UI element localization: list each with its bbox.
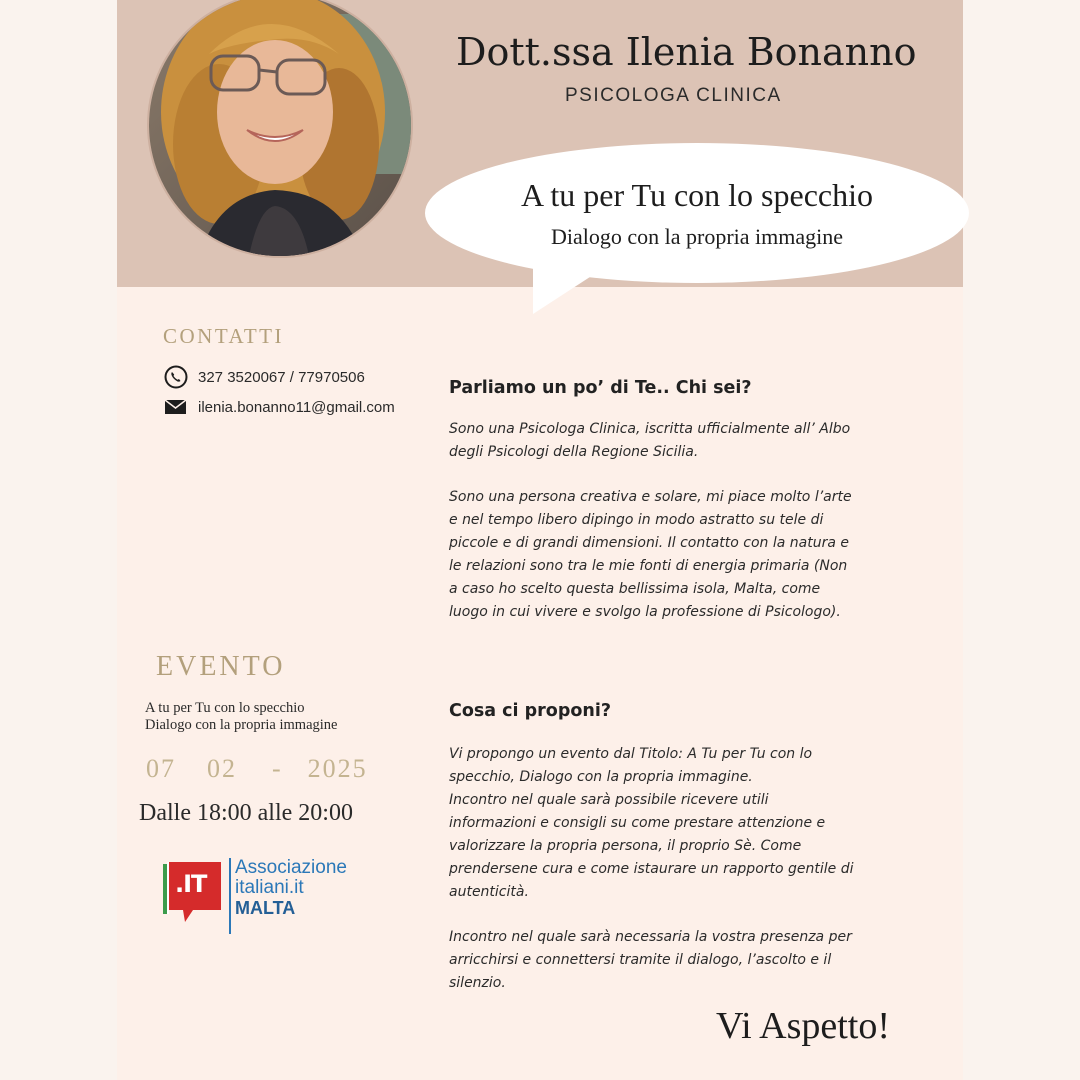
event-time: Dalle 18:00 alle 20:00	[139, 800, 353, 826]
proposal-p1-line: Incontro nel quale sarà possibile ricevere utili	[449, 792, 769, 808]
proposal-p1-line: valorizzare la propria persona, il proprio Sè. Come	[449, 838, 802, 854]
phone-icon	[164, 365, 188, 389]
email-row	[164, 397, 395, 417]
association-logo	[163, 858, 347, 934]
event-date	[146, 754, 368, 784]
portrait-photo	[149, 0, 411, 256]
event-date-day: 07	[146, 754, 176, 783]
event-subtitle: Dialogo con la propria immagine	[145, 717, 338, 733]
about-p2-line: piccole e di grandi dimensioni. Il contatto con la natura e	[449, 535, 849, 551]
proposal-p1-line: specchio, Dialogo con la propria immagine.	[449, 769, 753, 785]
about-heading: Parliamo un po’ di Te.. Chi sei?	[449, 378, 752, 398]
about-paragraph-2	[449, 486, 889, 624]
phone-number: 327 3520067 / 77970506	[198, 368, 365, 386]
proposal-p2-line: Incontro nel quale sarà necessaria la vostra presenza per	[449, 929, 852, 945]
proposal-p1-line: Vi propongo un evento dal Titolo: A Tu per Tu con lo	[449, 746, 813, 762]
logo-line-association: Associazione	[235, 857, 347, 878]
event-heading: EVENTO	[156, 651, 286, 682]
proposal-paragraph-2	[449, 926, 889, 995]
email-address: ilenia.bonanno11@gmail.com	[198, 398, 395, 416]
proposal-p1-line: autenticità.	[449, 884, 529, 900]
event-title: A tu per Tu con lo specchio	[145, 700, 305, 716]
about-paragraph-1	[449, 418, 889, 464]
logo-mark-text: .IT	[175, 870, 207, 898]
about-p2-line: e nel tempo libero dipingo in modo astratto su tele di	[449, 512, 824, 528]
proposal-p1-line: informazioni e consigli su come prestare attenzione e	[449, 815, 826, 831]
logo-text	[235, 858, 347, 918]
about-p1-line: degli Psicologi della Regione Sicilia.	[449, 444, 699, 460]
logo-divider	[229, 858, 231, 934]
about-p1-line: Sono una Psicologa Clinica, iscritta ufficialmente all’ Albo	[449, 421, 851, 437]
event-date-separator: -	[272, 754, 283, 783]
speech-bubble-tail	[533, 262, 613, 314]
proposal-paragraph-1	[449, 743, 889, 904]
logo-line-site: italiani.it	[235, 877, 304, 898]
doctor-role: PSICOLOGA CLINICA	[565, 85, 782, 106]
proposal-p2-line: silenzio.	[449, 975, 506, 991]
event-date-year: 2025	[307, 754, 368, 783]
proposal-heading: Cosa ci proponi?	[449, 701, 611, 721]
proposal-p2-line: arricchirsi e connettersi tramite il dialogo, l’ascolto e il	[449, 952, 832, 968]
logo-line-country: MALTA	[235, 898, 296, 918]
closing-signature: Vi Aspetto!	[716, 1005, 890, 1047]
contacts-heading: CONTATTI	[163, 324, 284, 348]
phone-row	[164, 365, 365, 389]
event-main-subtitle: Dialogo con la propria immagine	[550, 224, 844, 249]
about-p2-line: Sono una persona creativa e solare, mi piace molto l’arte	[449, 489, 852, 505]
about-p2-line: luogo in cui vivere e svolgo la professione di Psicologo).	[449, 604, 841, 620]
italiani-it-logo-icon	[163, 858, 221, 920]
about-p2-line: le relazioni sono tra le mie fonti di energia primaria (Non	[449, 558, 848, 574]
event-main-title: A tu per Tu con lo specchio	[521, 177, 873, 213]
doctor-name: Dott.ssa Ilenia Bonanno	[456, 30, 917, 74]
mail-icon	[164, 397, 188, 417]
event-date-month: 02	[207, 754, 237, 783]
about-p2-line: a caso ho scelto questa bellissima isola, Malta, come	[449, 581, 821, 597]
proposal-p1-line: prendersene cura e come istaurare un rapporto gentile di	[449, 861, 854, 877]
